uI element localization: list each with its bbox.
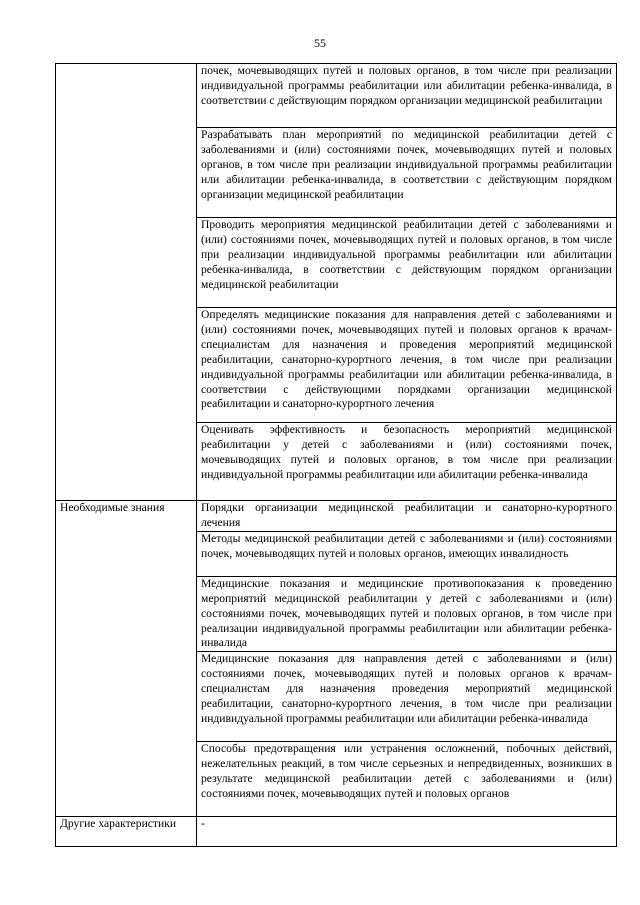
requirement-text: Способы предотвращения или устранения осложнений, побочных действий, нежелательных реакций, в том числе серьезных и непредвиденных, возникших в результате медицинской реабилитации детей с заболеваниями и (или) состояниями почек, мочевыводящих путей и половых органов (197, 742, 617, 817)
requirement-text: - (197, 817, 617, 847)
table-row (56, 64, 617, 128)
requirement-text: Порядки организации медицинской реабилитации и санаторно-курортного лечения (197, 501, 617, 532)
knowledge-label-cell: Необходимые знания (56, 501, 197, 817)
table-row (56, 817, 617, 847)
requirement-text: Медицинские показания и медицинские противопоказания к проведению мероприятий медицинской реабилитации у детей с заболеваниями и (или) состояниями почек, мочевыводящих путей и половых органов, в том числе при реализации индивидуальной программы реабилитации или абилитации ребенка-инвалида (197, 576, 617, 652)
skills-label-cell (56, 64, 197, 501)
requirement-text: Проводить мероприятия медицинской реабилитации детей с заболеваниями и (или) состояниями почек, мочевыводящих путей и половых органов, в том числе при реализации индивидуальной программы реабилитации или абилитации ребенка-инвалида, в соответствии с действующим порядком организации медицинской реабилитации (197, 218, 617, 308)
requirement-text: почек, мочевыводящих путей и половых органов, в том числе при реализации индивидуальной программы реабилитации или абилитации ребенка-инвалида, в соответствии с действующим порядком организации медицинской реабилитации (197, 64, 617, 128)
requirement-text: Определять медицинские показания для направления детей с заболеваниями и (или) состояниями почек, мочевыводящих путей и половых органов к врачам-специалистам для назначения и проведения мероприятий медицинской реабилитации, санаторно-курортного лечения, в том числе при реализации индивидуальной программы реабилитации или абилитации ребенка-инвалида, в соответствии с действующими порядками организации медицинской реабилитации и санаторно-курортного лечения (197, 308, 617, 423)
table-row (56, 501, 617, 532)
requirement-text: Разрабатывать план мероприятий по медицинской реабилитации детей с заболеваниями и (или) состояниями почек, мочевыводящих путей и половых органов, в том числе при реализации индивидуальной программы реабилитации или абилитации ребенка-инвалида, в соответствии с действующим порядком организации медицинской реабилитации (197, 128, 617, 218)
other-characteristics-label: Другие характеристики (56, 817, 197, 847)
qualification-table (55, 63, 617, 847)
requirement-text: Методы медицинской реабилитации детей с заболеваниями и (или) состояниями почек, мочевыводящих путей и половых органов, имеющих инвалидность (197, 531, 617, 576)
requirement-text: Оценивать эффективность и безопасность мероприятий медицинской реабилитации у детей с заболеваниями и (или) состояниями почек, мочевыводящих путей и половых органов, в том числе при реализации индивидуальной программы реабилитации или абилитации ребенка-инвалида (197, 423, 617, 501)
requirement-text: Медицинские показания для направления детей с заболеваниями и (или) состояниями почек, мочевыводящих путей и половых органов к врачам-специалистам для назначения проведения мероприятий медицинской реабилитации, санаторно-курортного лечения, в том числе при реализации индивидуальной программы реабилитации или абилитации ребенка-инвалида (197, 652, 617, 742)
page-number: 55 (314, 36, 326, 50)
